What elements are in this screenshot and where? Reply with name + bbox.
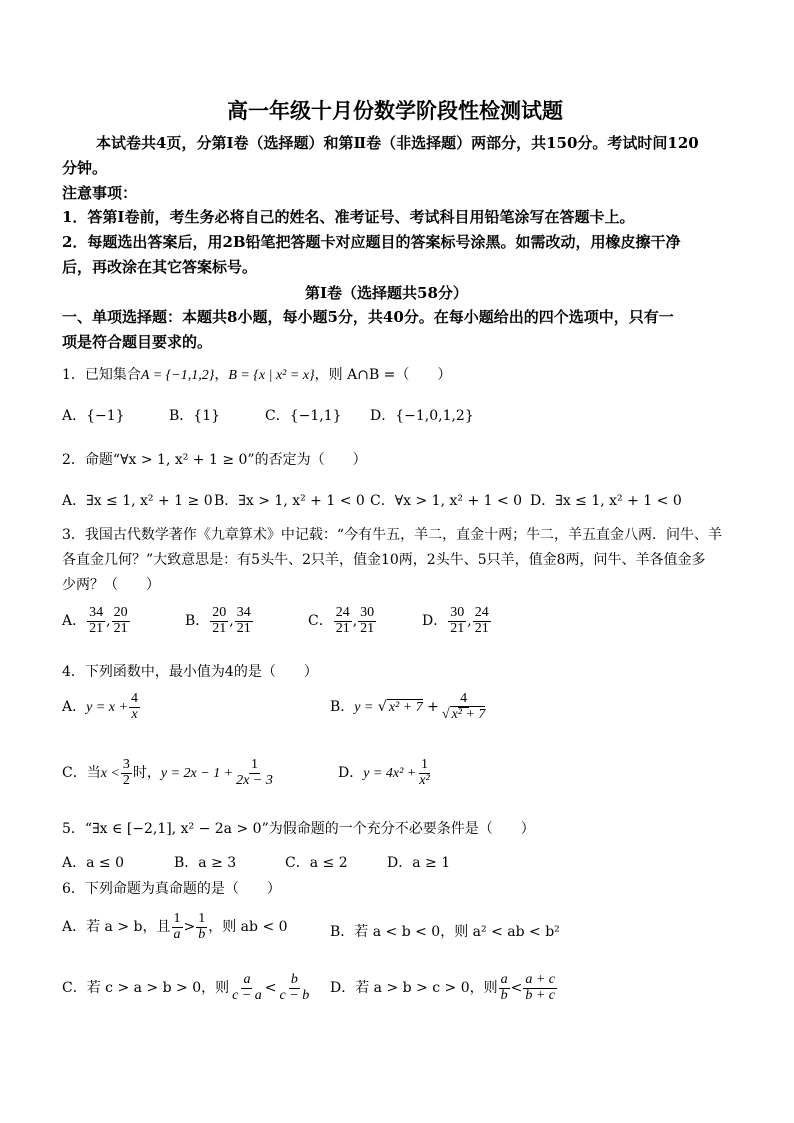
q4-c-cond-frac xyxy=(121,758,132,788)
q4-c-cd: 2 xyxy=(122,772,130,788)
q3-c-n2: 30 xyxy=(360,605,375,620)
q6-option-d[interactable] xyxy=(330,973,558,1003)
q3-d-frac-2 xyxy=(473,606,491,636)
q3-option-c[interactable]: C． $\frac{24}{21}$ , $\frac{30}{21}$ xyxy=(308,605,375,636)
q4-d-expr: y = 4x² + xyxy=(363,766,417,782)
notes-item-2-line-2: 后，再改涂在其它答案标号。 xyxy=(62,258,258,276)
question-3-line-2: 各直金几何？”大致意思是：有5头牛、2只羊，值金10两，2头牛、5只羊，值金8两，问牛、羊各值金多 xyxy=(62,552,706,568)
q3-c-label: C． xyxy=(308,613,333,630)
q3-b-n1: 20 xyxy=(212,605,227,620)
q1-option-b[interactable]: B．{1} xyxy=(169,408,221,424)
q1-set-b: B = {x | x² = x} xyxy=(228,368,315,383)
q4-c-d: 2x − 3 xyxy=(236,772,273,788)
q3-a-frac-2 xyxy=(112,606,130,636)
q6-a-frac-2 xyxy=(196,912,207,942)
q5-option-d[interactable]: D．a ≥ 1 xyxy=(387,855,451,871)
q4-a-frac xyxy=(129,692,140,722)
q3-c-frac-2 xyxy=(358,606,376,636)
q6-c-d2: c − b xyxy=(279,987,310,1003)
intro-line-2: 分钟。 xyxy=(62,159,108,177)
notes-heading: 注意事项： xyxy=(62,184,138,202)
q3-c-n1: 24 xyxy=(335,605,350,620)
q6-a-frac-1 xyxy=(172,912,183,942)
q2-option-d[interactable]: D．∃x ≤ 1, x² + 1 < 0 xyxy=(530,493,682,509)
q6-option-c[interactable] xyxy=(62,973,312,1003)
q3-c-d2: 21 xyxy=(360,620,375,636)
q3-d-n2: 24 xyxy=(474,605,489,620)
q2-option-a[interactable]: A．∃x ≤ 1, x² + 1 ≥ 0 xyxy=(62,493,213,509)
q3-option-d[interactable]: D． $\frac{30}{21}$ , $\frac{24}{21}$ xyxy=(422,605,489,636)
q1-set-a: A = {−1,1,2} xyxy=(140,368,215,383)
q4-d-d: x² xyxy=(419,772,430,788)
q6-a-n2: 1 xyxy=(198,911,206,926)
question-5-stem: 5．“∃x ∈ [−2,1], x² − 2a > 0”为假命题的一个充分不必要条件是（ ） xyxy=(62,821,535,837)
notes-item-2-line-1: 2．每题选出答案后，用2B铅笔把答题卡对应题目的答案标号涂黑。如需改动，用橡皮擦干净 xyxy=(62,233,681,251)
q4-d-frac xyxy=(417,758,431,788)
question-3-line-3: 少两？（ ） xyxy=(62,577,160,593)
question-6-stem: 6．下列命题为真命题的是（ ） xyxy=(62,881,281,897)
q6-c-d1: c − a xyxy=(232,987,262,1003)
q4-a-n: 4 xyxy=(130,691,138,706)
q3-b-label: B． xyxy=(185,613,210,630)
q6-d-frac-2 xyxy=(523,973,557,1003)
part1-heading: 第Ⅰ卷（选择题共58分） xyxy=(305,284,468,302)
question-3-line-1: 3．我国古代数学著作《九章算术》中记载：“今有牛五，羊二，直金十两；牛二，羊五直金八两．问牛、羊 xyxy=(62,527,723,543)
q4-c-label: C．当 xyxy=(62,765,101,782)
q4-c-frac xyxy=(234,758,275,788)
q6-d-n1: a xyxy=(500,972,508,987)
q4-b-frac xyxy=(440,692,488,722)
q4-b-radicand: x² + 7 xyxy=(388,700,423,716)
q6-a-d2: b xyxy=(198,926,206,942)
q6-d-d1: b xyxy=(500,987,508,1003)
q3-b-frac-2 xyxy=(235,606,253,636)
exam-title: 高一年级十月份数学阶段性检测试题 xyxy=(227,98,563,123)
q6-d-n2: a + c xyxy=(525,972,556,987)
q6-a-d1: a xyxy=(173,926,181,942)
q4-c-cn: 3 xyxy=(122,757,130,772)
q3-d-n1: 30 xyxy=(450,605,465,620)
question-4-stem: 4．下列函数中，最小值为4的是（ ） xyxy=(62,664,318,680)
q4-option-c[interactable] xyxy=(62,758,276,788)
q3-d-d1: 21 xyxy=(450,620,465,636)
q3-a-n1: 34 xyxy=(89,605,104,620)
q4-d-n: 1 xyxy=(420,757,428,772)
q3-d-d2: 21 xyxy=(474,620,489,636)
q4-a-expr: y = x + xyxy=(86,700,128,716)
q5-option-a[interactable]: A．a ≤ 0 xyxy=(62,855,124,871)
q6-c-lt: < xyxy=(264,980,277,997)
q6-c-n1: a xyxy=(243,972,251,987)
q3-b-d1: 21 xyxy=(212,620,227,636)
q6-option-b[interactable]: B．若 a < b < 0，则 a² < ab < b² xyxy=(330,924,560,940)
q4-b-n: 4 xyxy=(460,691,468,706)
q3-a-n2: 20 xyxy=(113,605,128,620)
section1-line-1: 一、单项选择题：本题共8小题，每小题5分，共40分。在每小题给出的四个选项中，只有一 xyxy=(62,308,674,326)
q4-a-label: A． xyxy=(62,699,87,716)
q1-option-a[interactable]: A．{−1} xyxy=(62,408,125,424)
q3-a-d1: 21 xyxy=(89,620,104,636)
q4-b-d: √ x² + 7 xyxy=(441,706,486,722)
q3-b-frac-1 xyxy=(210,606,228,636)
q2-option-b[interactable]: B．∃x > 1, x² + 1 < 0 xyxy=(214,493,365,509)
q6-d-lt: < xyxy=(510,980,523,997)
q4-b-label: B． xyxy=(330,699,355,716)
q2-option-c[interactable]: C．∀x > 1, x² + 1 < 0 xyxy=(370,493,523,509)
question-1-stem: 1．已知集合A = {−1,1,2}，B = {x | x² = x}，则 A∩B =（ ） xyxy=(62,367,452,383)
q6-a-tail: ，则 ab < 0 xyxy=(208,919,288,936)
q6-c-frac-1 xyxy=(230,973,264,1003)
q3-option-b[interactable]: B． $\frac{20}{21}$ , $\frac{34}{21}$ xyxy=(185,605,251,636)
q4-c-expr: y = 2x − 1 + xyxy=(160,766,234,782)
q6-d-d2: b + c xyxy=(525,987,556,1003)
q3-a-frac-1 xyxy=(87,606,105,636)
q1-option-d[interactable]: D．{−1,0,1,2} xyxy=(370,408,474,424)
q4-b-plus: + xyxy=(427,699,439,716)
q6-d-label: D．若 a > b > c > 0，则 xyxy=(330,980,498,997)
q3-b-d2: 21 xyxy=(236,620,251,636)
notes-item-1: 1．答第Ⅰ卷前，考生务必将自己的姓名、准考证号、考试科目用铅笔涂写在答题卡上。 xyxy=(62,208,635,226)
q3-option-a[interactable]: A． $\frac{34}{21}$ , $\frac{20}{21}$ xyxy=(62,605,128,636)
q3-c-d1: 21 xyxy=(335,620,350,636)
q4-c-cond: x < xyxy=(100,766,120,782)
q4-c-n: 1 xyxy=(251,757,258,772)
q6-c-frac-2 xyxy=(278,973,312,1003)
question-2-stem: 2．命题“∀x > 1, x² + 1 ≥ 0”的否定为（ ） xyxy=(62,452,367,468)
q5-option-b[interactable]: B．a ≥ 3 xyxy=(174,855,237,871)
q4-option-d[interactable] xyxy=(338,758,433,788)
q6-a-gt: > xyxy=(183,919,196,936)
q1-prefix: 1．已知集合 xyxy=(62,367,141,383)
q6-d-frac-1 xyxy=(499,973,510,1003)
q1-stem-tail: ，则 A∩B =（ ） xyxy=(314,367,452,383)
q5-option-c[interactable]: C．a ≤ 2 xyxy=(285,855,348,871)
q3-b-n2: 34 xyxy=(236,605,251,620)
q4-b-d-radicand: x² + 7 xyxy=(451,706,486,722)
q4-c-mid: 时， xyxy=(132,765,161,782)
q3-c-frac-1 xyxy=(334,606,352,636)
q1-option-c[interactable]: C．{−1,1} xyxy=(265,408,342,424)
q3-d-frac-1 xyxy=(448,606,466,636)
q6-a-n1: 1 xyxy=(173,911,181,926)
q3-a-d2: 21 xyxy=(113,620,128,636)
q6-a-label: A．若 a > b，且 xyxy=(62,919,171,936)
q6-c-n2: b xyxy=(290,972,298,987)
q3-d-label: D． xyxy=(422,613,448,630)
intro-line-1: 本试卷共4页，分第Ⅰ卷（选择题）和第Ⅱ卷（非选择题）两部分，共150分。考试时间120 xyxy=(96,134,699,152)
q4-b-expr: y = xyxy=(354,700,374,716)
q4-option-a[interactable] xyxy=(62,692,141,722)
q6-c-label: C．若 c > a > b > 0，则 xyxy=(62,980,230,997)
q3-a-label: A． xyxy=(62,613,87,630)
q4-d-label: D． xyxy=(338,765,364,782)
section1-line-2: 项是符合题目要求的。 xyxy=(62,333,213,351)
q4-a-d: x xyxy=(131,706,138,722)
q4-option-b[interactable]: B．y = √ x² + 7 + $\frac{4}{\text{√ x² + 7}}$ xyxy=(330,691,486,722)
q6-option-a[interactable] xyxy=(62,912,288,942)
